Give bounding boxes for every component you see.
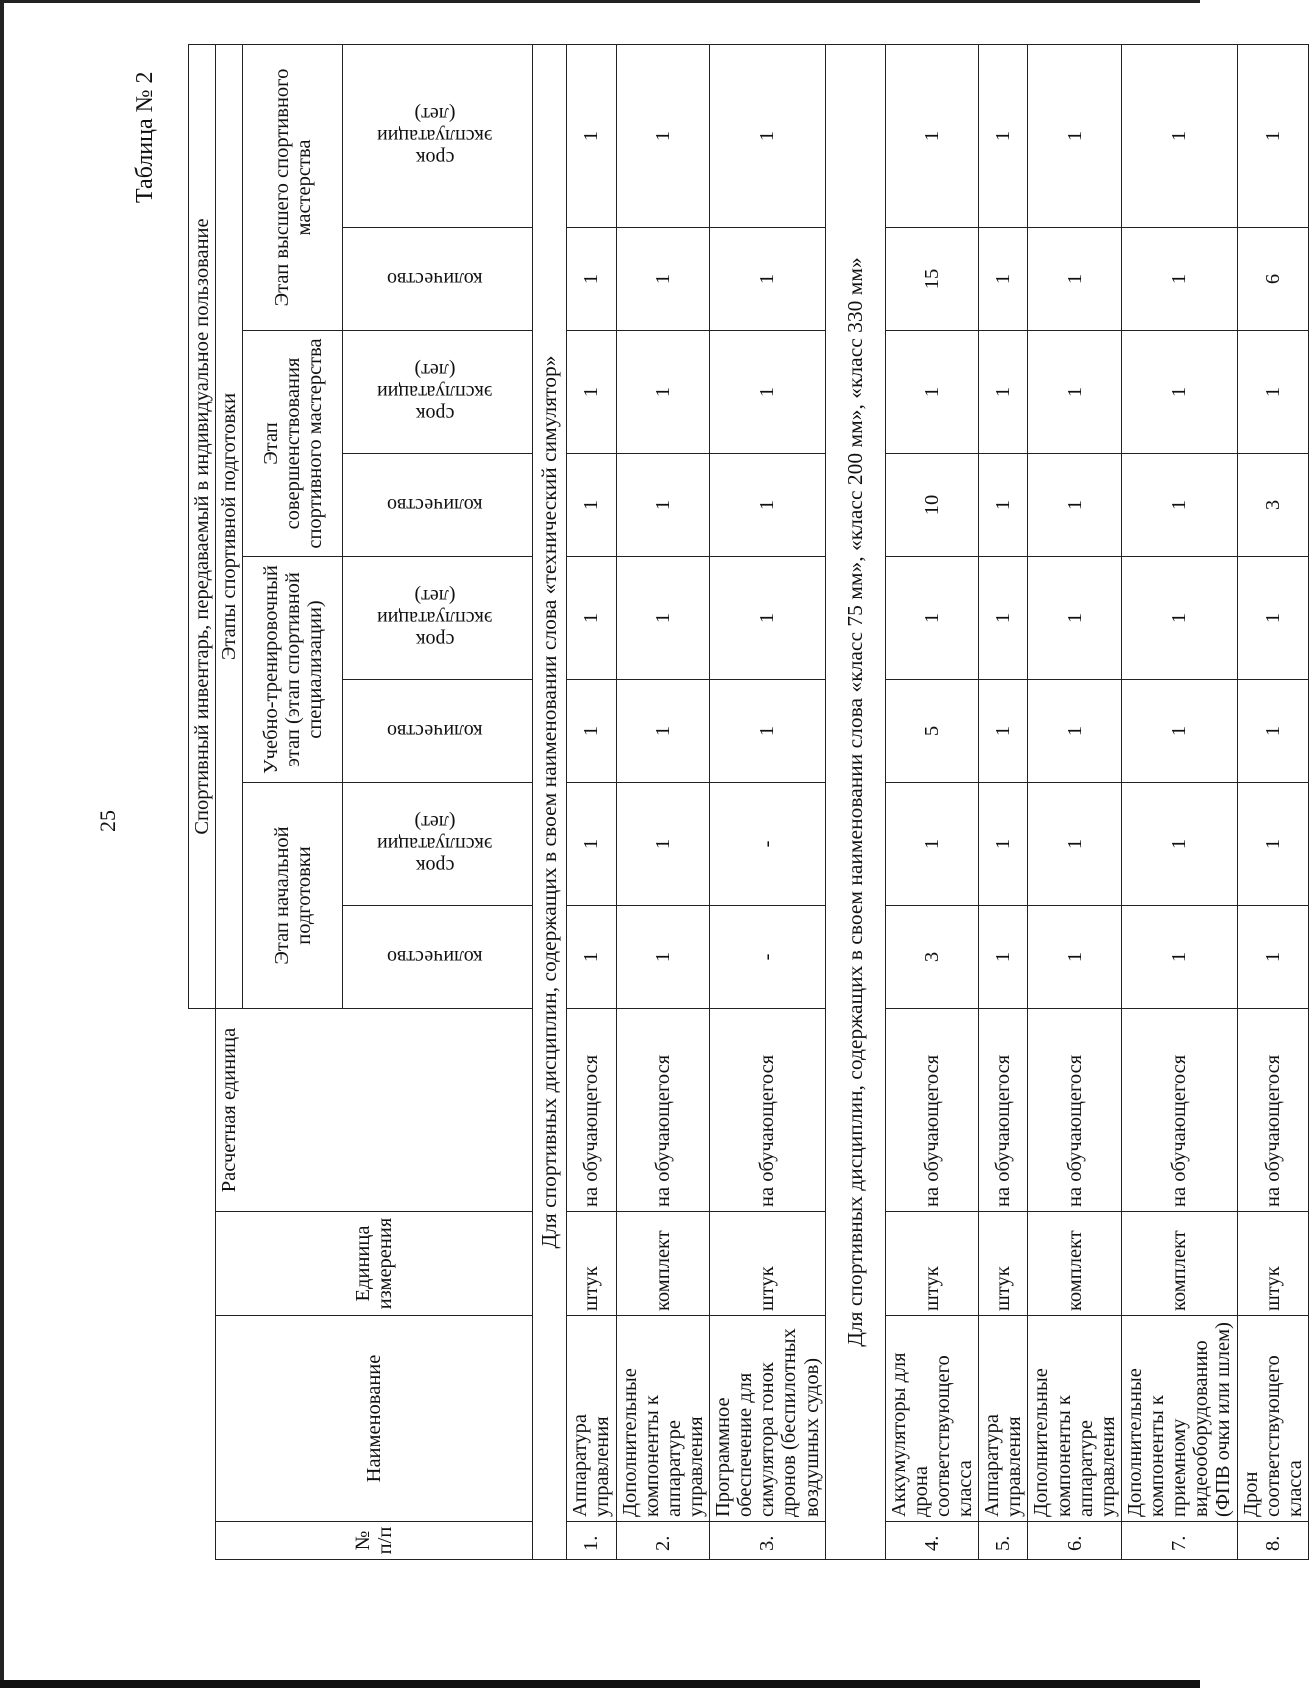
life-cell: 1 (885, 45, 979, 228)
qty-header-label: количество (387, 268, 483, 290)
col-calc-header: Расчетная единица (216, 1009, 533, 1212)
qty-cell: 3 (1237, 454, 1308, 557)
life-header-line: эксплуатации (377, 833, 493, 855)
qty-cell: 6 (1237, 228, 1308, 331)
item-name: Программное обеспечение для симулятора гонок дронов (беспилотных воздушных судов) (710, 1316, 826, 1522)
life-cell: 1 (979, 557, 1028, 680)
qty-cell: 1 (567, 906, 616, 1009)
qty-header (343, 228, 533, 331)
section-title: Для спортивных дисциплин, содержащих в своем наименовании слова «класс 75 мм», «класс 200 мм», «класс 330 мм» (825, 45, 885, 1560)
col-name-header: Наименование (216, 1316, 533, 1522)
life-cell: 1 (710, 45, 826, 228)
life-header-line: срок (415, 403, 455, 425)
table-title: Таблица № 2 (132, 71, 158, 203)
life-cell: 1 (1121, 331, 1237, 454)
qty-cell: 1 (1121, 680, 1237, 783)
item-unit: штук (885, 1212, 979, 1316)
life-header (343, 331, 533, 454)
col-unit-header: Единица измерения (216, 1212, 533, 1316)
life-cell: 1 (567, 45, 616, 228)
life-cell: 1 (1028, 783, 1122, 906)
row-number: 2. (616, 1522, 710, 1560)
qty-header (343, 454, 533, 557)
life-cell: 1 (567, 557, 616, 680)
qty-cell: 1 (710, 680, 826, 783)
row-number: 3. (710, 1522, 826, 1560)
item-calc-unit: на обучающегося (616, 1009, 710, 1212)
qty-header-label: количество (387, 494, 483, 516)
item-name: Аппаратура управления (979, 1316, 1028, 1522)
life-cell: 1 (885, 783, 979, 906)
life-cell: 1 (885, 557, 979, 680)
qty-header (343, 680, 533, 783)
qty-cell: 1 (1028, 906, 1122, 1009)
life-header-line: срок (415, 147, 455, 169)
life-cell: 1 (1121, 45, 1237, 228)
equipment-table (188, 44, 1309, 1560)
life-cell: 1 (567, 783, 616, 906)
life-cell: 1 (1028, 557, 1122, 680)
item-unit: штук (567, 1212, 616, 1316)
qty-cell: 1 (616, 680, 710, 783)
qty-cell: 1 (1121, 454, 1237, 557)
life-header-label (377, 585, 492, 651)
stage-initial: Этап начальной подготовки (243, 783, 343, 1009)
qty-cell: 1 (710, 454, 826, 557)
life-cell: 1 (616, 45, 710, 228)
row-number: 7. (1121, 1522, 1237, 1560)
item-calc-unit: на обучающегося (1121, 1009, 1237, 1212)
qty-cell: 1 (979, 228, 1028, 331)
row-number: 4. (885, 1522, 979, 1560)
qty-header-label: количество (387, 946, 483, 968)
life-header-label (377, 359, 492, 425)
item-calc-unit: на обучающегося (979, 1009, 1028, 1212)
qty-cell: 1 (979, 680, 1028, 783)
qty-cell: 1 (616, 906, 710, 1009)
life-cell: 1 (1237, 331, 1308, 454)
item-name: Дополнительные компоненты к приемному видеооборудованию (ФПВ очки или шлем) (1121, 1316, 1237, 1522)
stage-highest: Этап высшего спортивного мастерства (243, 45, 343, 331)
life-cell: 1 (710, 331, 826, 454)
life-cell: 1 (616, 557, 710, 680)
life-cell: 1 (1237, 557, 1308, 680)
qty-cell: 5 (885, 680, 979, 783)
life-cell: 1 (979, 783, 1028, 906)
qty-cell: 1 (567, 680, 616, 783)
life-header-label (377, 811, 492, 877)
item-calc-unit: на обучающегося (885, 1009, 979, 1212)
row-number: 8. (1237, 1522, 1308, 1560)
qty-cell: 1 (1028, 228, 1122, 331)
item-unit: комплект (1121, 1212, 1237, 1316)
item-unit: штук (710, 1212, 826, 1316)
table-row (616, 45, 710, 1560)
stage-training: Учебно-тренировочный этап (этап спортивной специализации) (243, 557, 343, 783)
life-header-line: срок (415, 855, 455, 877)
life-cell: 1 (885, 331, 979, 454)
life-header-label (377, 103, 492, 169)
table-row (1237, 45, 1308, 1560)
life-cell: - (710, 783, 826, 906)
item-name: Дополнительные компоненты к аппаратуре управления (616, 1316, 710, 1522)
life-header (343, 45, 533, 228)
group-title: Спортивный инвентарь, передаваемый в индивидуальное пользование (189, 45, 216, 1009)
table-row (710, 45, 826, 1560)
qty-cell: 1 (616, 454, 710, 557)
item-calc-unit: на обучающегося (1028, 1009, 1122, 1212)
qty-cell: 1 (710, 228, 826, 331)
table-row (979, 45, 1028, 1560)
col-num-header: № п/п (216, 1522, 533, 1560)
qty-cell: 1 (1121, 228, 1237, 331)
row-number: 6. (1028, 1522, 1122, 1560)
qty-cell: 1 (1028, 454, 1122, 557)
qty-cell: 1 (979, 454, 1028, 557)
item-calc-unit: на обучающегося (710, 1009, 826, 1212)
item-unit: комплект (1028, 1212, 1122, 1316)
section-body (567, 45, 825, 1560)
page-number: 25 (95, 810, 120, 832)
life-cell: 1 (1237, 783, 1308, 906)
life-cell: 1 (710, 557, 826, 680)
qty-cell: 15 (885, 228, 979, 331)
qty-cell: 10 (885, 454, 979, 557)
life-cell: 1 (979, 45, 1028, 228)
header-blank (189, 1009, 216, 1560)
rotated-table-wrapper (188, 45, 1306, 1560)
life-cell: 1 (1028, 45, 1122, 228)
life-header (343, 783, 533, 906)
item-name: Аппаратура управления (567, 1316, 616, 1522)
life-header-line: (лет) (414, 359, 456, 381)
row-number: 5. (979, 1522, 1028, 1560)
qty-header (343, 906, 533, 1009)
qty-cell: 1 (1237, 680, 1308, 783)
life-cell: 1 (1121, 783, 1237, 906)
row-number: 1. (567, 1522, 616, 1560)
table-row (1028, 45, 1122, 1560)
life-cell: 1 (1028, 331, 1122, 454)
life-header-line: (лет) (414, 585, 456, 607)
item-unit: штук (979, 1212, 1028, 1316)
qty-cell: 1 (616, 228, 710, 331)
qty-cell: 1 (567, 454, 616, 557)
life-header (343, 557, 533, 680)
qty-cell: 1 (1121, 906, 1237, 1009)
stages-title: Этапы спортивной подготовки (216, 45, 243, 1009)
item-calc-unit: на обучающегося (567, 1009, 616, 1212)
life-header-line: эксплуатации (377, 607, 493, 629)
item-unit: комплект (616, 1212, 710, 1316)
life-header-line: эксплуатации (377, 381, 493, 403)
qty-cell: - (710, 906, 826, 1009)
item-name: Дополнительные компоненты к аппаратуре управления (1028, 1316, 1122, 1522)
table-row (567, 45, 616, 1560)
life-cell: 1 (567, 331, 616, 454)
section-title: Для спортивных дисциплин, содержащих в своем наименовании слова «технический симулятор» (533, 45, 567, 1560)
scan-edge (0, 1680, 1200, 1688)
life-header-line: эксплуатации (377, 125, 493, 147)
life-cell: 1 (1121, 557, 1237, 680)
qty-cell: 1 (1237, 906, 1308, 1009)
qty-cell: 1 (1028, 680, 1122, 783)
item-name: Дрон соответствующего класса (1237, 1316, 1308, 1522)
qty-cell: 1 (979, 906, 1028, 1009)
life-header-line: срок (415, 629, 455, 651)
section-body (885, 45, 1308, 1560)
life-cell: 1 (1237, 45, 1308, 228)
table-row (885, 45, 979, 1560)
life-cell: 1 (979, 331, 1028, 454)
item-calc-unit: на обучающегося (1237, 1009, 1308, 1212)
life-cell: 1 (616, 783, 710, 906)
life-cell: 1 (616, 331, 710, 454)
qty-cell: 3 (885, 906, 979, 1009)
item-unit: штук (1237, 1212, 1308, 1316)
stage-improvement: Этап совершенствования спортивного мастерства (243, 331, 343, 557)
table-row (1121, 45, 1237, 1560)
qty-header-label: количество (387, 720, 483, 742)
item-name: Аккумуляторы для дрона соответствующего класса (885, 1316, 979, 1522)
qty-cell: 1 (567, 228, 616, 331)
life-header-line: (лет) (414, 103, 456, 125)
life-header-line: (лет) (414, 811, 456, 833)
